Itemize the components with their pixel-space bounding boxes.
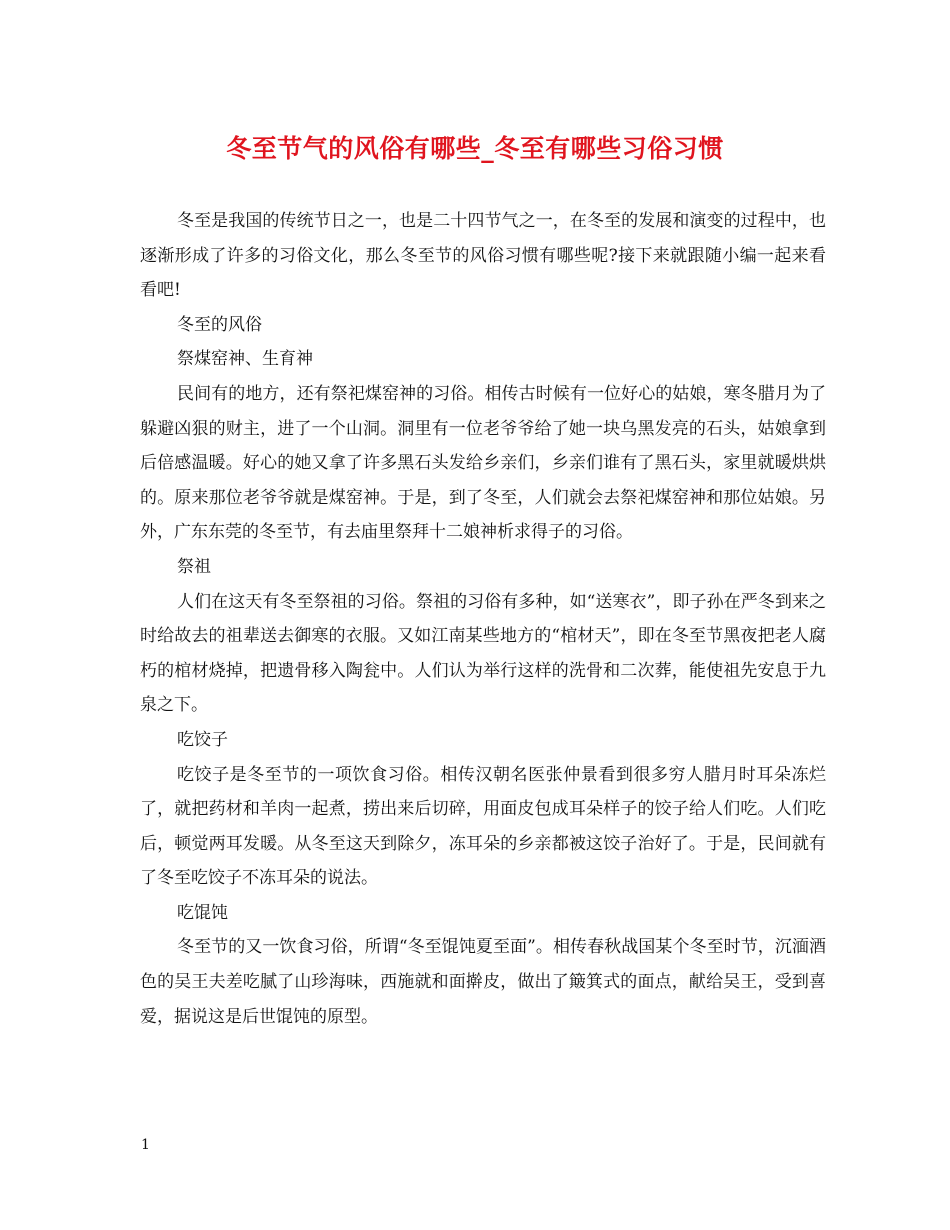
paragraph-ancestor-worship: 人们在这天有冬至祭祖的习俗。祭祖的习俗有多种，如“送寒衣”，即子孙在严冬到来之时给故去的祖辈送去御寒的衣服。又如江南某些地方的“棺材天”，即在冬至节黑夜把老人腐朽的棺材烧掉，把遗骨移入陶瓮中。人们认为举行这样的洗骨和二次葬，能使祖先安息于九泉之下。 (140, 591, 826, 716)
subheading-coal-kiln-god: 祭煤窑神、生育神 (177, 349, 313, 370)
paragraph-coal-kiln-god: 民间有的地方，还有祭祀煤窑神的习俗。相传古时候有一位好心的姑娘，寒冬腊月为了躲避凶狠的财主，进了一个山洞。洞里有一位老爷爷给了她一块乌黑发亮的石头，姑娘拿到后倍感温暖。好心的她又拿了许多黑石头发给乡亲们，乡亲们谁有了黑石头，家里就暖烘烘的。原来那位老爷爷就是煤窑神。于是，到了冬至，人们就会去祭祀煤窑神和那位姑娘。另外，广东东莞的冬至节，有去庙里祭拜十二娘神析求得子的习俗。 (140, 383, 826, 543)
paragraph-dumplings: 吃饺子是冬至节的一项饮食习俗。相传汉朝名医张仲景看到很多穷人腊月时耳朵冻烂了，就把药材和羊肉一起煮，捞出来后切碎，用面皮包成耳朵样子的饺子给人们吃。人们吃后，顿觉两耳发暖。从冬至这天到除夕，冻耳朵的乡亲都被这饺子治好了。于是，民间就有了冬至吃饺子不冻耳朵的说法。 (140, 764, 826, 889)
page-title: 冬至节气的风俗有哪些_冬至有哪些习俗习惯 (226, 134, 724, 163)
subheading-dumplings: 吃饺子 (177, 729, 228, 750)
page-number: 1 (141, 1137, 150, 1153)
section-heading-customs: 冬至的风俗 (177, 314, 262, 335)
paragraph-wonton: 冬至节的又一饮食习俗，所谓“冬至馄饨夏至面”。相传春秋战国某个冬至时节，沉湎酒色的吴王夫差吃腻了山珍海味，西施就和面擀皮，做出了簸箕式的面点，献给吴王，受到喜爱，据说这是后世馄饨的原型。 (140, 937, 826, 1027)
subheading-ancestor-worship: 祭祖 (177, 556, 211, 577)
subheading-wonton: 吃馄饨 (177, 902, 228, 923)
intro-paragraph: 冬至是我国的传统节日之一，也是二十四节气之一，在冬至的发展和演变的过程中，也逐渐形成了许多的习俗文化，那么冬至节的风俗习惯有哪些呢?接下来就跟随小编一起来看看吧! (140, 211, 826, 301)
article-body (140, 204, 826, 1034)
